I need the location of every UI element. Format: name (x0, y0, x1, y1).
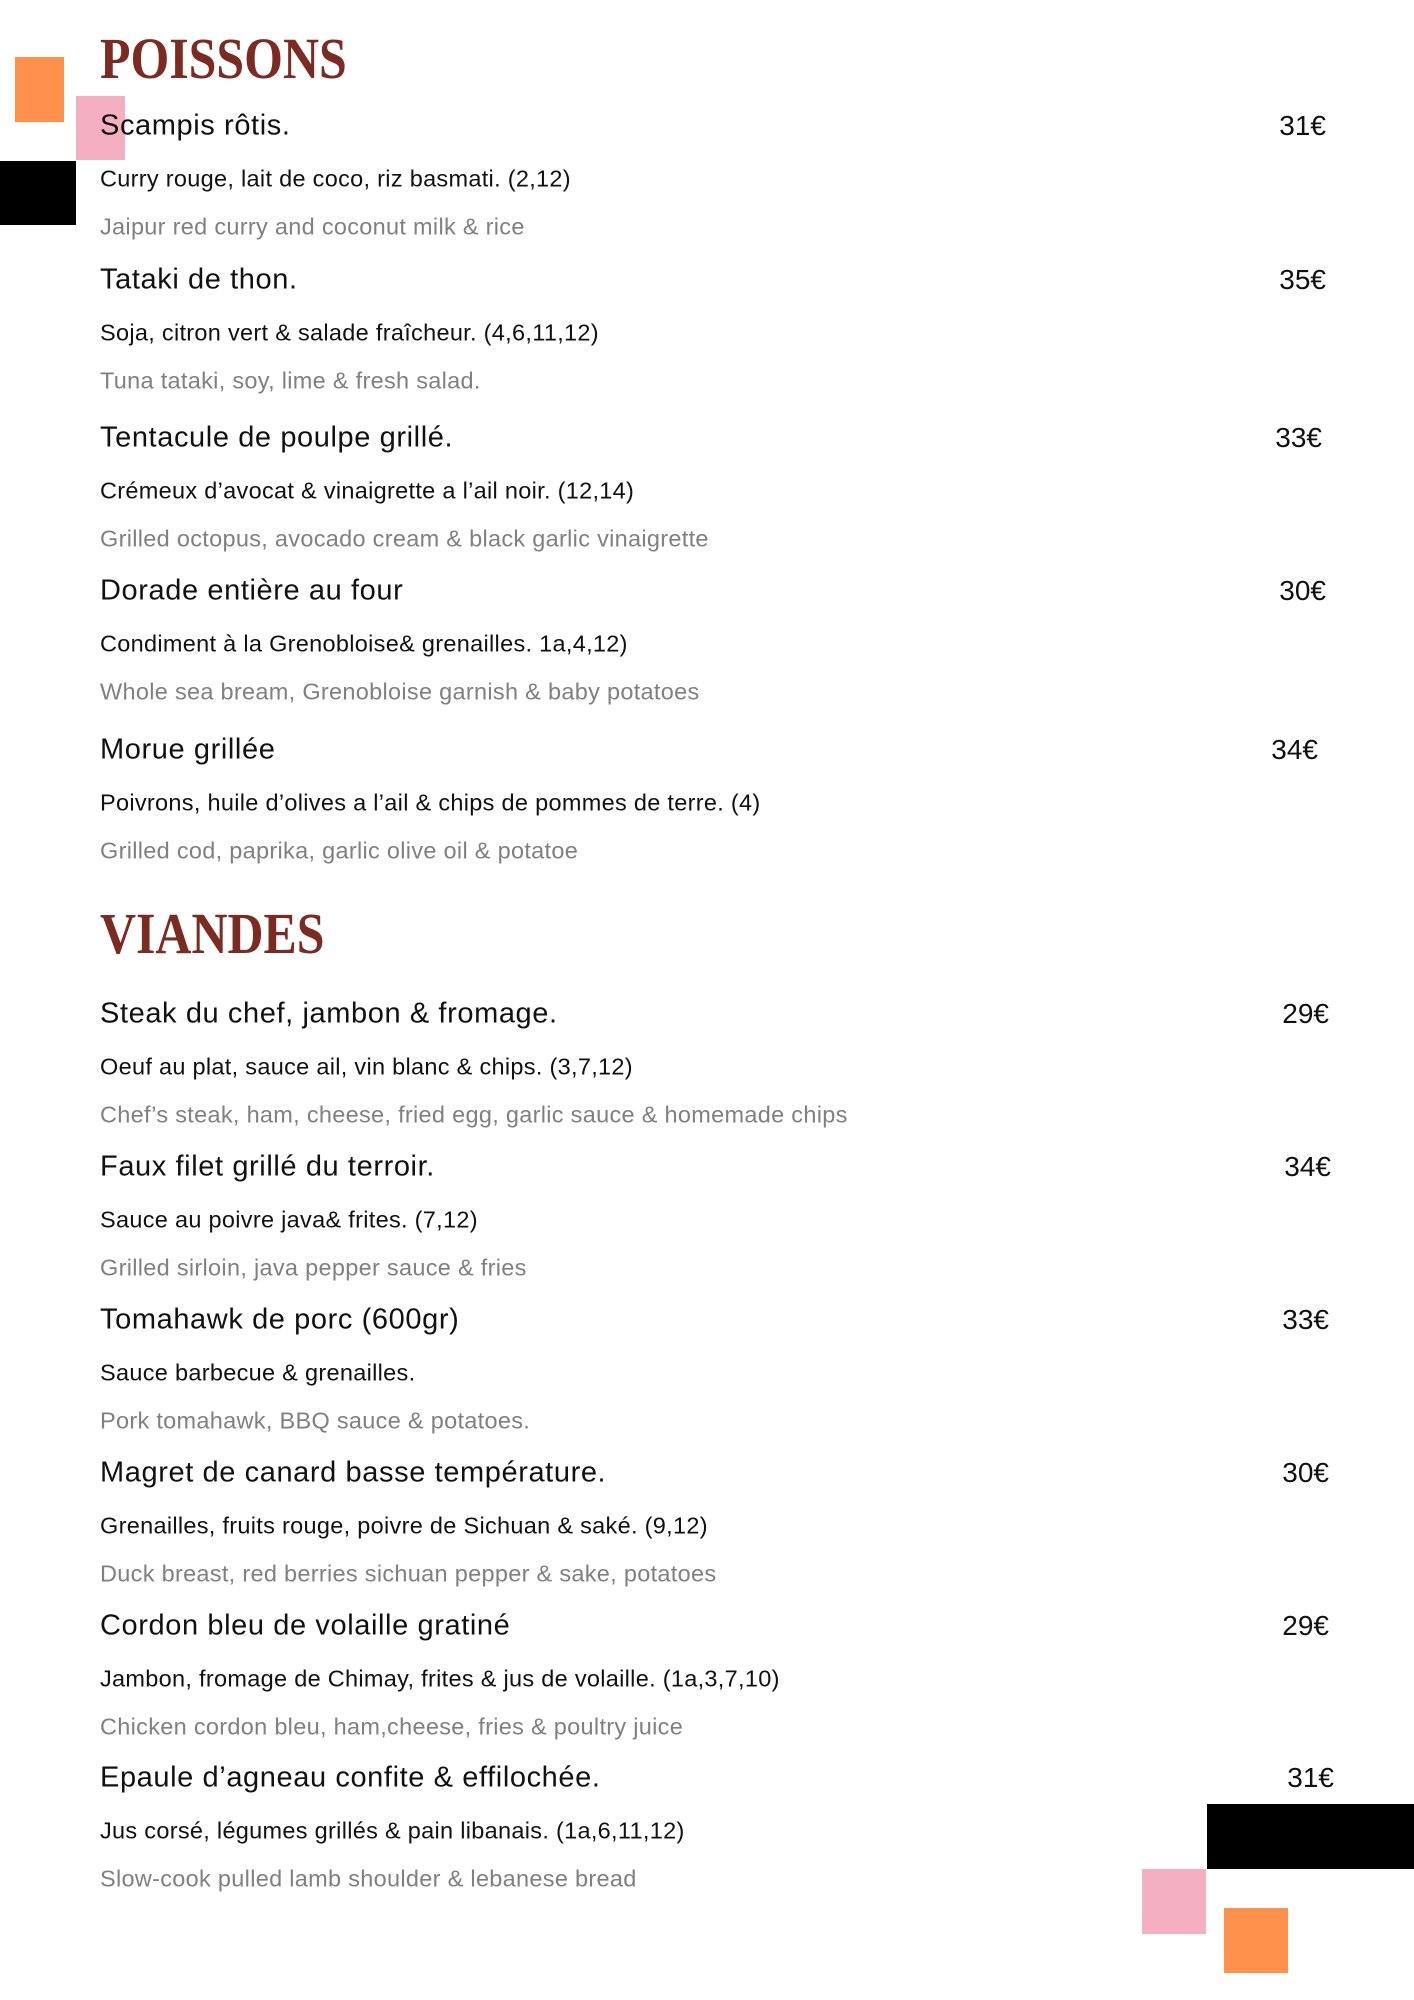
dish-description: Sauce barbecue & grenailles. (100, 1359, 416, 1386)
dish-name: Faux filet grillé du terroir. (100, 1150, 435, 1183)
dish-english-description: Chef’s steak, ham, cheese, fried egg, garlic sauce & homemade chips (100, 1101, 848, 1128)
dish-price: 31€ (1287, 1762, 1334, 1793)
dish-english-description: Grilled cod, paprika, garlic olive oil & potatoe (100, 837, 579, 864)
dish-description: Curry rouge, lait de coco, riz basmati. (2,12) (100, 165, 571, 192)
dish-name: Cordon bleu de volaille gratiné (100, 1609, 511, 1642)
dish-english-description: Duck breast, red berries sichuan pepper & sake, potatoes (100, 1560, 717, 1587)
dish-price: 30€ (1279, 575, 1326, 606)
dish-price: 34€ (1271, 734, 1318, 765)
dish-description: Crémeux d’avocat & vinaigrette a l’ail noir. (12,14) (100, 477, 635, 504)
dish-english-description: Grilled octopus, avocado cream & black garlic vinaigrette (100, 525, 709, 552)
dish-description: Jambon, fromage de Chimay, frites & jus de volaille. (1a,3,7,10) (100, 1665, 780, 1692)
dish-price: 34€ (1284, 1151, 1331, 1182)
dish-english-description: Tuna tataki, soy, lime & fresh salad. (100, 367, 481, 394)
black-block-decoration (0, 161, 76, 225)
dish-english-description: Pork tomahawk, BBQ sauce & potatoes. (100, 1407, 531, 1434)
dish-description: Condiment à la Grenobloise& grenailles. 1a,4,12) (100, 630, 628, 657)
dish-description: Soja, citron vert & salade fraîcheur. (4,6,11,12) (100, 319, 599, 346)
dish-price: 31€ (1279, 110, 1326, 141)
orange-square-decoration-bottom (1224, 1908, 1288, 1973)
dish-name: Steak du chef, jambon & fromage. (100, 997, 558, 1030)
pink-square-decoration-bottom (1142, 1869, 1206, 1934)
dish-price: 29€ (1282, 1610, 1329, 1641)
dish-english-description: Jaipur red curry and coconut milk & rice (100, 213, 525, 240)
dish-name: Tentacule de poulpe grillé. (100, 421, 454, 454)
dish-name: Tomahawk de porc (600gr) (100, 1303, 460, 1336)
dish-description: Oeuf au plat, sauce ail, vin blanc & chips. (3,7,12) (100, 1053, 633, 1080)
dish-name: Magret de canard basse température. (100, 1456, 607, 1489)
dish-english-description: Slow-cook pulled lamb shoulder & lebanese bread (100, 1865, 637, 1892)
section-title-viandes: VIANDES (100, 901, 325, 966)
dish-price: 33€ (1282, 1304, 1329, 1335)
orange-square-decoration (15, 57, 64, 122)
dish-price: 33€ (1275, 422, 1322, 453)
dish-name: Dorade entière au four (100, 574, 404, 607)
dish-name: Scampis rôtis. (100, 109, 291, 142)
black-block-decoration-bottom (1207, 1804, 1414, 1869)
dish-english-description: Whole sea bream, Grenobloise garnish & baby potatoes (100, 678, 700, 705)
dish-price: 29€ (1282, 998, 1329, 1029)
dish-name: Morue grillée (100, 733, 276, 766)
dish-english-description: Grilled sirloin, java pepper sauce & fries (100, 1254, 527, 1281)
dish-description: Poivrons, huile d’olives a l’ail & chips de pommes de terre. (4) (100, 789, 761, 816)
dish-description: Grenailles, fruits rouge, poivre de Sichuan & saké. (9,12) (100, 1512, 708, 1539)
section-title-poissons: POISSONS (100, 26, 347, 91)
dish-name: Epaule d’agneau confite & effilochée. (100, 1761, 601, 1794)
dish-english-description: Chicken cordon bleu, ham,cheese, fries & poultry juice (100, 1713, 684, 1740)
dish-name: Tataki de thon. (100, 263, 298, 296)
dish-description: Jus corsé, légumes grillés & pain libanais. (1a,6,11,12) (100, 1817, 685, 1844)
dish-description: Sauce au poivre java& frites. (7,12) (100, 1206, 478, 1233)
dish-price: 35€ (1279, 264, 1326, 295)
dish-price: 30€ (1282, 1457, 1329, 1488)
